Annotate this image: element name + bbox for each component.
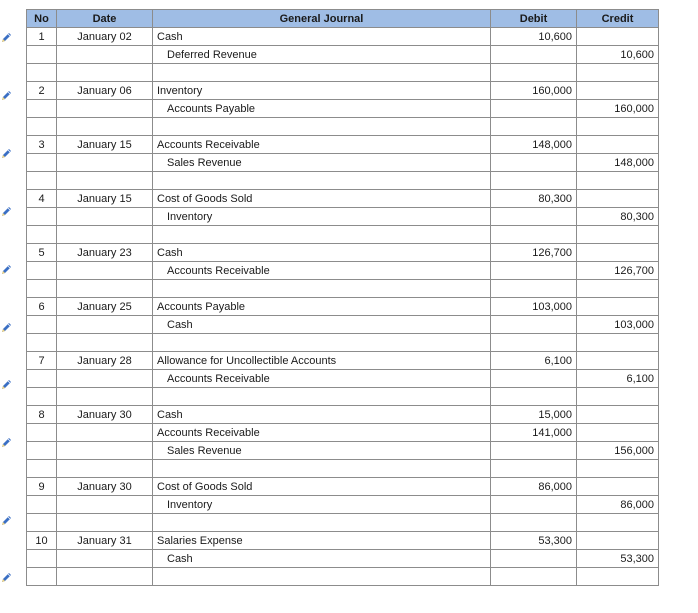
- entry-number-cell: 5: [27, 244, 57, 262]
- debit-cell[interactable]: 15,000: [491, 406, 577, 424]
- journal-row: [27, 496, 659, 514]
- entry-date-cell: [57, 424, 153, 442]
- debit-cell[interactable]: [491, 568, 577, 586]
- entry-number-cell: [27, 154, 57, 172]
- entry-number-cell: [27, 172, 57, 190]
- debit-cell[interactable]: [491, 370, 577, 388]
- credit-cell[interactable]: [577, 352, 659, 370]
- entry-number-cell: 2: [27, 82, 57, 100]
- entry-number-cell: [27, 100, 57, 118]
- debit-cell[interactable]: [491, 496, 577, 514]
- entry-date-cell: [57, 550, 153, 568]
- debit-cell[interactable]: [491, 100, 577, 118]
- account-cell[interactable]: Sales Revenue: [153, 154, 491, 172]
- pencil-edit-icon[interactable]: [0, 321, 13, 334]
- entry-number-cell: 7: [27, 352, 57, 370]
- journal-row: [27, 208, 659, 226]
- credit-cell[interactable]: [577, 334, 659, 352]
- entry-date-cell: [57, 262, 153, 280]
- account-cell[interactable]: Accounts Receivable: [153, 424, 491, 442]
- debit-cell[interactable]: 6,100: [491, 352, 577, 370]
- entry-date-cell: [57, 64, 153, 82]
- journal-row: [27, 262, 659, 280]
- entry-number-cell: [27, 496, 57, 514]
- journal-row: [27, 82, 659, 100]
- credit-cell[interactable]: 103,000: [577, 316, 659, 334]
- credit-cell[interactable]: 148,000: [577, 154, 659, 172]
- debit-cell[interactable]: 103,000: [491, 298, 577, 316]
- account-cell[interactable]: Deferred Revenue: [153, 46, 491, 64]
- credit-cell[interactable]: 156,000: [577, 442, 659, 460]
- journal-row: [27, 298, 659, 316]
- account-cell[interactable]: [153, 118, 491, 136]
- credit-cell[interactable]: 86,000: [577, 496, 659, 514]
- debit-cell[interactable]: [491, 280, 577, 298]
- journal-row: [27, 442, 659, 460]
- entry-number-cell: [27, 514, 57, 532]
- entry-number-cell: [27, 460, 57, 478]
- debit-cell[interactable]: [491, 316, 577, 334]
- pencil-edit-icon[interactable]: [0, 378, 13, 391]
- journal-row: [27, 478, 659, 496]
- debit-cell[interactable]: [491, 154, 577, 172]
- entry-date-cell: [57, 496, 153, 514]
- entry-number-cell: 8: [27, 406, 57, 424]
- journal-row: [27, 316, 659, 334]
- entry-number-cell: 1: [27, 28, 57, 46]
- entry-number-cell: [27, 316, 57, 334]
- entry-number-cell: [27, 226, 57, 244]
- entry-number-cell: 4: [27, 190, 57, 208]
- account-cell[interactable]: Accounts Receivable: [153, 262, 491, 280]
- credit-cell[interactable]: [577, 532, 659, 550]
- credit-cell[interactable]: 80,300: [577, 208, 659, 226]
- entry-date-cell: [57, 226, 153, 244]
- credit-cell[interactable]: [577, 64, 659, 82]
- entry-number-cell: [27, 118, 57, 136]
- entry-date-cell: [57, 154, 153, 172]
- credit-cell[interactable]: [577, 136, 659, 154]
- entry-date-cell: [57, 208, 153, 226]
- journal-row: [27, 154, 659, 172]
- credit-cell[interactable]: 6,100: [577, 370, 659, 388]
- entry-date-cell: January 31: [57, 532, 153, 550]
- account-cell[interactable]: [153, 388, 491, 406]
- credit-cell[interactable]: 10,600: [577, 46, 659, 64]
- credit-cell[interactable]: [577, 190, 659, 208]
- journal-blank-row: [27, 568, 659, 586]
- debit-cell[interactable]: [491, 334, 577, 352]
- account-cell[interactable]: Salaries Expense: [153, 532, 491, 550]
- pencil-edit-icon[interactable]: [0, 263, 13, 276]
- account-cell[interactable]: Cost of Goods Sold: [153, 478, 491, 496]
- journal-row: [27, 28, 659, 46]
- credit-cell[interactable]: [577, 568, 659, 586]
- journal-row: [27, 406, 659, 424]
- entry-number-cell: [27, 550, 57, 568]
- debit-cell[interactable]: [491, 388, 577, 406]
- account-cell[interactable]: Accounts Receivable: [153, 370, 491, 388]
- pencil-edit-icon[interactable]: [0, 205, 13, 218]
- credit-cell[interactable]: [577, 226, 659, 244]
- entry-date-cell: January 15: [57, 136, 153, 154]
- journal-row: [27, 46, 659, 64]
- entry-number-cell: 9: [27, 478, 57, 496]
- entry-date-cell: [57, 118, 153, 136]
- account-cell[interactable]: [153, 226, 491, 244]
- debit-cell[interactable]: [491, 208, 577, 226]
- debit-cell[interactable]: [491, 460, 577, 478]
- entry-number-cell: [27, 370, 57, 388]
- pencil-edit-icon[interactable]: [0, 89, 13, 102]
- entry-date-cell: January 15: [57, 190, 153, 208]
- journal-row: [27, 352, 659, 370]
- header-credit: Credit: [577, 10, 659, 28]
- journal-row: [27, 190, 659, 208]
- debit-cell[interactable]: [491, 118, 577, 136]
- pencil-edit-icon[interactable]: [0, 31, 13, 44]
- entry-number-cell: [27, 262, 57, 280]
- entry-date-cell: [57, 442, 153, 460]
- account-cell[interactable]: Accounts Receivable: [153, 136, 491, 154]
- account-cell[interactable]: Accounts Payable: [153, 100, 491, 118]
- account-cell[interactable]: Inventory: [153, 496, 491, 514]
- entry-number-cell: [27, 388, 57, 406]
- header-general-journal: General Journal: [153, 10, 491, 28]
- entry-number-cell: [27, 208, 57, 226]
- entry-number-cell: [27, 568, 57, 586]
- entry-date-cell: [57, 46, 153, 64]
- credit-cell[interactable]: [577, 82, 659, 100]
- entry-number-cell: 10: [27, 532, 57, 550]
- journal-row: [27, 532, 659, 550]
- credit-cell[interactable]: [577, 406, 659, 424]
- journal-row: [27, 244, 659, 262]
- entry-number-cell: [27, 334, 57, 352]
- entry-date-cell: [57, 514, 153, 532]
- debit-cell[interactable]: [491, 172, 577, 190]
- credit-cell[interactable]: [577, 424, 659, 442]
- account-cell[interactable]: [153, 280, 491, 298]
- debit-cell[interactable]: [491, 46, 577, 64]
- entry-date-cell: January 25: [57, 298, 153, 316]
- entry-date-cell: [57, 460, 153, 478]
- entry-date-cell: January 28: [57, 352, 153, 370]
- debit-cell[interactable]: 160,000: [491, 82, 577, 100]
- entry-date-cell: [57, 172, 153, 190]
- credit-cell[interactable]: [577, 118, 659, 136]
- entry-number-cell: [27, 424, 57, 442]
- pencil-edit-icon[interactable]: [0, 571, 13, 584]
- journal-row: [27, 136, 659, 154]
- entry-date-cell: January 02: [57, 28, 153, 46]
- entry-date-cell: January 06: [57, 82, 153, 100]
- pencil-edit-icon[interactable]: [0, 436, 13, 449]
- account-cell[interactable]: Allowance for Uncollectible Accounts: [153, 352, 491, 370]
- entry-date-cell: [57, 334, 153, 352]
- account-cell[interactable]: [153, 64, 491, 82]
- credit-cell[interactable]: [577, 388, 659, 406]
- entry-number-cell: 6: [27, 298, 57, 316]
- journal-blank-row: [27, 226, 659, 244]
- account-cell[interactable]: Cash: [153, 28, 491, 46]
- journal-blank-row: [27, 172, 659, 190]
- credit-cell[interactable]: [577, 28, 659, 46]
- journal-blank-row: [27, 460, 659, 478]
- header-date: Date: [57, 10, 153, 28]
- debit-cell[interactable]: 141,000: [491, 424, 577, 442]
- account-cell[interactable]: Sales Revenue: [153, 442, 491, 460]
- journal-row: [27, 550, 659, 568]
- debit-cell[interactable]: [491, 262, 577, 280]
- journal-blank-row: [27, 118, 659, 136]
- journal-blank-row: [27, 334, 659, 352]
- debit-cell[interactable]: 126,700: [491, 244, 577, 262]
- journal-row: [27, 100, 659, 118]
- account-cell[interactable]: Accounts Payable: [153, 298, 491, 316]
- account-cell[interactable]: [153, 460, 491, 478]
- journal-blank-row: [27, 388, 659, 406]
- entry-date-cell: [57, 100, 153, 118]
- credit-cell[interactable]: [577, 298, 659, 316]
- general-journal-table: [26, 9, 659, 586]
- credit-cell[interactable]: [577, 172, 659, 190]
- debit-cell[interactable]: [491, 226, 577, 244]
- account-cell[interactable]: [153, 172, 491, 190]
- account-cell[interactable]: Cash: [153, 244, 491, 262]
- credit-cell[interactable]: [577, 514, 659, 532]
- journal-blank-row: [27, 64, 659, 82]
- header-debit: Debit: [491, 10, 577, 28]
- debit-cell[interactable]: [491, 550, 577, 568]
- credit-cell[interactable]: 160,000: [577, 100, 659, 118]
- entry-date-cell: [57, 370, 153, 388]
- account-cell[interactable]: Cash: [153, 550, 491, 568]
- entry-date-cell: January 30: [57, 406, 153, 424]
- credit-cell[interactable]: [577, 460, 659, 478]
- entry-number-cell: [27, 64, 57, 82]
- journal-row: [27, 424, 659, 442]
- account-cell[interactable]: [153, 514, 491, 532]
- account-cell[interactable]: Inventory: [153, 208, 491, 226]
- account-cell[interactable]: Cost of Goods Sold: [153, 190, 491, 208]
- account-cell[interactable]: [153, 334, 491, 352]
- entry-date-cell: [57, 316, 153, 334]
- pencil-edit-icon[interactable]: [0, 514, 13, 527]
- credit-cell[interactable]: 53,300: [577, 550, 659, 568]
- entry-date-cell: [57, 388, 153, 406]
- account-cell[interactable]: Inventory: [153, 82, 491, 100]
- entry-date-cell: January 30: [57, 478, 153, 496]
- credit-cell[interactable]: [577, 280, 659, 298]
- credit-cell[interactable]: [577, 244, 659, 262]
- entry-number-cell: 3: [27, 136, 57, 154]
- header-no: No: [27, 10, 57, 28]
- debit-cell[interactable]: 86,000: [491, 478, 577, 496]
- journal-header-row: [27, 10, 659, 28]
- entry-number-cell: [27, 280, 57, 298]
- account-cell[interactable]: Cash: [153, 316, 491, 334]
- entry-number-cell: [27, 46, 57, 64]
- account-cell[interactable]: [153, 568, 491, 586]
- entry-date-cell: [57, 568, 153, 586]
- debit-cell[interactable]: 53,300: [491, 532, 577, 550]
- credit-cell[interactable]: 126,700: [577, 262, 659, 280]
- credit-cell[interactable]: [577, 478, 659, 496]
- debit-cell[interactable]: [491, 514, 577, 532]
- debit-cell[interactable]: 80,300: [491, 190, 577, 208]
- entry-date-cell: January 23: [57, 244, 153, 262]
- debit-cell[interactable]: 148,000: [491, 136, 577, 154]
- journal-blank-row: [27, 280, 659, 298]
- debit-cell[interactable]: 10,600: [491, 28, 577, 46]
- account-cell[interactable]: Cash: [153, 406, 491, 424]
- debit-cell[interactable]: [491, 442, 577, 460]
- journal-row: [27, 370, 659, 388]
- pencil-edit-icon[interactable]: [0, 147, 13, 160]
- debit-cell[interactable]: [491, 64, 577, 82]
- entry-number-cell: [27, 442, 57, 460]
- entry-date-cell: [57, 280, 153, 298]
- journal-blank-row: [27, 514, 659, 532]
